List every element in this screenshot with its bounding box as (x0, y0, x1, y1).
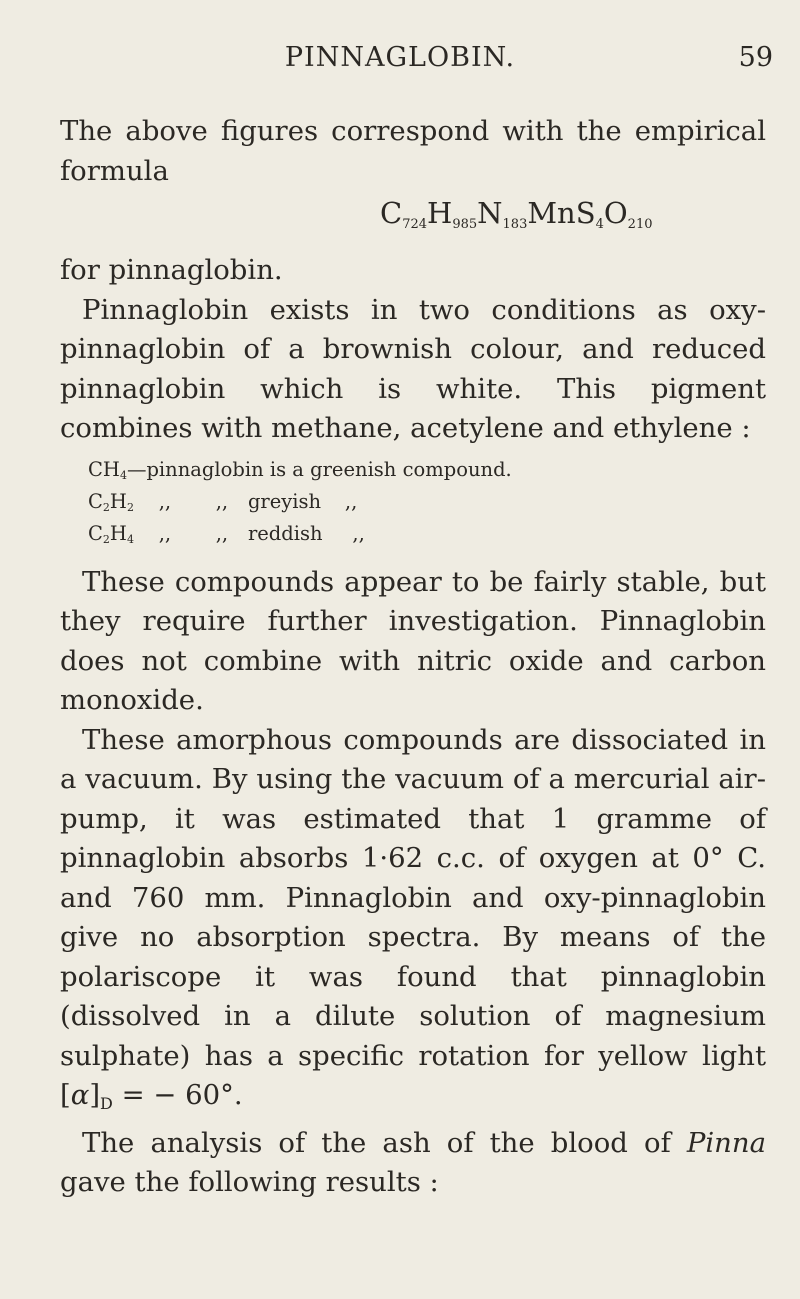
ditto-mark: ,, (344, 489, 358, 513)
compound-noun: compound. (402, 457, 512, 481)
compound-formula (88, 457, 522, 489)
paragraph-ash-text: The analysis of the ash of the blood of (82, 1126, 687, 1159)
compound-formula-sub: 2 (126, 500, 134, 514)
compounds-table (88, 457, 522, 553)
formula-element: C (380, 196, 403, 230)
genus-name: Pinna (686, 1126, 766, 1159)
formula-element: N (477, 196, 503, 230)
compound-name: —pinnaglobin (126, 457, 264, 481)
formula-subscript: 724 (402, 217, 428, 232)
ditto-mark: ,, (158, 489, 172, 513)
paragraph-intro: The above figures correspond with the empirical formula (60, 115, 766, 187)
compound-formula-sub: 4 (119, 468, 127, 482)
compound-formula (88, 521, 522, 553)
compound-formula (88, 489, 522, 521)
formula-element: MnS (527, 196, 596, 230)
empirical-formula (60, 193, 766, 245)
paragraph-formula-label: for pinnaglobin. (60, 254, 283, 286)
formula-subscript: 4 (595, 217, 604, 232)
compound-formula-base: H (109, 521, 127, 545)
paragraph-ash-text-end: gave the following results : (60, 1166, 439, 1198)
compound-formula-sub: 2 (102, 500, 110, 514)
compound-formula-sub: 2 (102, 532, 110, 546)
ditto-mark: ,, (352, 521, 365, 545)
compound-color: greenish (310, 457, 397, 481)
ditto-mark: ,, (215, 489, 229, 513)
paragraph-stability: These compounds appear to be fairly stable, but they require further investigation. Pinnaglobin does not combine with nitric oxide and carbon monoxide. (60, 565, 766, 716)
paragraph-conditions: Pinnaglobin exists in two conditions as oxy-pinnaglobin of a brownish colour, and reduced pinnaglobin which is white. This pigment combines with methane, acetylene and ethylene : (60, 293, 766, 444)
alpha-symbol: α (70, 1079, 90, 1111)
sodium-d-subscript: D (100, 1094, 113, 1113)
page-header (0, 42, 800, 82)
compound-row (88, 457, 522, 489)
compound-formula-base: H (109, 489, 127, 513)
compound-row (88, 489, 522, 521)
compound-color: reddish (247, 521, 323, 545)
compound-formula-sub: 4 (126, 532, 134, 546)
ditto-mark: ,, (158, 521, 172, 545)
bracket-close: ] (89, 1079, 101, 1111)
compound-is-a: is a (269, 457, 304, 481)
body-text (60, 112, 766, 1203)
formula-subscript: 183 (502, 217, 528, 232)
page-number: 59 (738, 42, 773, 73)
rotation-value: = − 60°. (112, 1079, 243, 1111)
paragraph-vacuum (60, 721, 766, 1124)
compound-row (88, 521, 522, 553)
compound-formula-base: CH (88, 457, 120, 481)
compound-color: greyish (247, 489, 322, 513)
ditto-mark: ,, (215, 521, 229, 545)
paragraph-vacuum-text: These amorphous compounds are dissociated in a vacuum. By using the vacuum of a mercurial air-pump, it was estimated that 1 gramme of pinnaglobin absorbs 1·62 c.c. of oxygen at 0° C. and 760 mm. Pinnaglobin and oxy-pinnaglobin give no absorption spectra. By means of the polariscope it was found that pinnaglobin (dissolved in a dilute solution of magnesium sulphate) has a specific rotation for yellow light [ (60, 723, 766, 1111)
running-head: PINNAGLOBIN. (284, 42, 516, 73)
formula-element: H (427, 196, 453, 230)
compound-formula-base: C (88, 521, 103, 545)
formula-element: O (603, 196, 628, 230)
paragraph-ash-analysis (60, 1124, 766, 1203)
formula-subscript: 210 (627, 217, 653, 232)
compound-formula-base: C (88, 489, 103, 513)
formula-subscript: 985 (452, 217, 478, 232)
